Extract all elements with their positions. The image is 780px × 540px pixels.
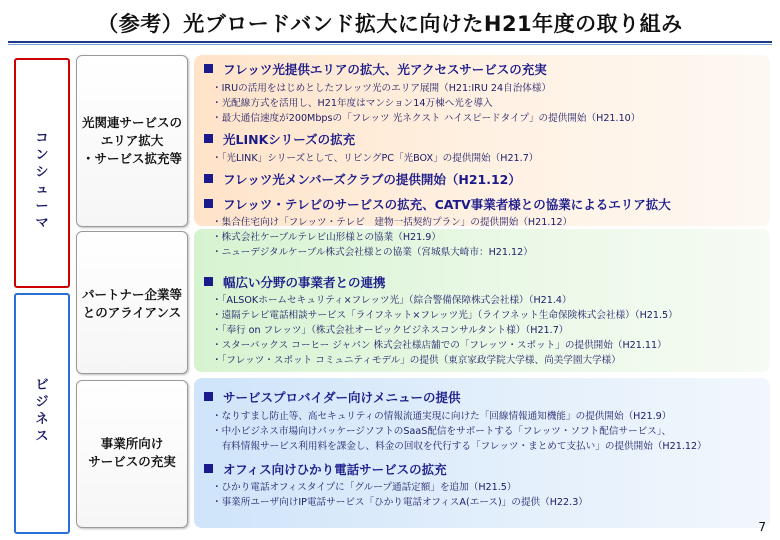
square-bullet-icon (204, 134, 213, 143)
page-number: 7 (758, 520, 766, 534)
category-label: 事業所向け サービスの充実 (88, 436, 176, 469)
title-divider-thin (8, 44, 772, 45)
heading-hikari-link: 光LINKシリーズの拡充 (204, 130, 355, 148)
list-item: ・「フレッツ・スポット コミュニティモデル」の提供（東京家政学院大学様、尚美学園大学様） (212, 355, 621, 366)
square-bullet-icon (204, 174, 213, 183)
heading-partners: 幅広い分野の事業者との連携 (204, 273, 386, 291)
heading-flets-area: フレッツ光提供エリアの拡大、光アクセスサービスの充実 (204, 60, 547, 78)
category-label: パートナー企業等 とのアライアンス (81, 287, 182, 320)
category-box-alliance (76, 231, 188, 374)
list-item: ・「奉行 on フレッツ」（株式会社オービックビジネスコンサルタント様）（H21.7） (212, 325, 569, 336)
consumer-segment-box (14, 58, 70, 288)
square-bullet-icon (204, 392, 213, 401)
business-segment-label: ビ ジ ネ ス (35, 378, 49, 444)
list-item: ・株式会社ケーブルテレビ山形様との協業（H21.9） (212, 232, 441, 243)
list-item: 有料情報サービス利用料を課金し、料金の回収を代行する「フレッツ・まとめて支払い」の提供開始（H21.12） (212, 441, 707, 452)
square-bullet-icon (204, 199, 213, 208)
list-item: ・なりすまし防止等、高セキュリティの情報流通実現に向けた「回線情報通知機能」の提供開始（H21.9） (212, 411, 672, 422)
list-item: ・事業所ユーザ向けIP電話サービス「ひかり電話オフィスA(エース)」の提供（H22.3） (212, 497, 588, 508)
list-item: ・ニューデジタルケーブル株式会社様との協業（宮城県大崎市：H21.12） (212, 247, 533, 258)
list-item: ・最大通信速度が200Mbpsの「フレッツ 光ネクスト ハイスピードタイプ」の提供開始（H21.10） (212, 113, 641, 124)
square-bullet-icon (204, 277, 213, 286)
list-item: ・スターバックス コーヒー ジャパン 株式会社様店舗での「フレッツ・スポット」の提供開始（H21.11） (212, 340, 667, 351)
page-title: （参考）光ブロードバンド拡大に向けたH21年度の取り組み (97, 12, 683, 36)
heading-members-club: フレッツ光メンバーズクラブの提供開始（H21.12） (204, 170, 521, 188)
list-item: ・「光LINK」シリーズとして、リビングPC「光BOX」の提供開始（H21.7） (212, 153, 539, 164)
title-divider (8, 41, 772, 43)
category-box-area-expansion (76, 55, 188, 227)
list-item: ・中小ビジネス市場向けパッケージソフトのSaaS配信をサポートする「フレッツ・ソフト配信サービス」、 (212, 426, 672, 437)
list-item: ・集合住宅向け「フレッツ・テレビ 建物一括契約プラン」の提供開始（H21.12） (212, 217, 573, 228)
consumer-segment-label: コ ン シ ュ ー マ (35, 131, 49, 231)
heading-office-phone: オフィス向けひかり電話サービスの拡充 (204, 460, 447, 478)
list-item: ・IRUの活用をはじめとしたフレッツ光のエリア展開（H21:IRU 24自治体様） (212, 83, 552, 94)
list-item: ・光配線方式を活用し、H21年度はマンション14万棟へ光を導入 (212, 98, 493, 109)
square-bullet-icon (204, 64, 213, 73)
square-bullet-icon (204, 464, 213, 473)
business-segment-box (14, 293, 70, 534)
heading-provider-menu: サービスプロバイダー向けメニューの提供 (204, 388, 461, 406)
list-item: ・遠隔テレビ電話相談サービス「ライフネット×フレッツ光」（ライフネット生命保険株式会社様）（H21.5） (212, 310, 678, 321)
list-item: ・「ALSOKホームセキュリティ×フレッツ光」（綜合警備保障株式会社様）（H21.4） (212, 295, 572, 306)
list-item: ・ひかり電話オフィスタイプに「グループ通話定額」を追加（H21.5） (212, 482, 517, 493)
category-label: 光関連サービスの エリア拡大 ・サービス拡充等 (81, 115, 182, 166)
category-box-business-services (76, 380, 188, 528)
heading-flets-tv: フレッツ・テレビのサービスの拡充、CATV事業者様との協業によるエリア拡大 (204, 195, 671, 213)
